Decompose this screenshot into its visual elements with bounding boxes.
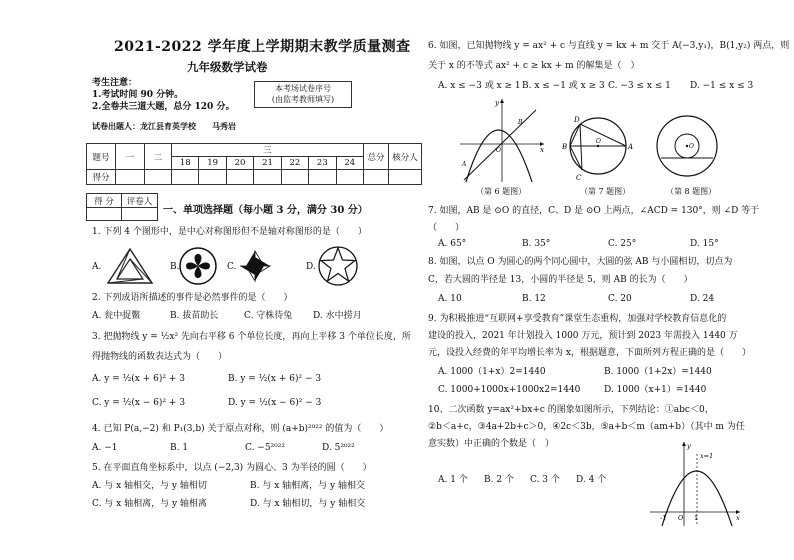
score-input-20[interactable] <box>226 170 253 185</box>
cell-section-2: 二 <box>145 144 172 170</box>
q4-opt-b[interactable]: B. 1 <box>170 443 189 453</box>
q7-opt-a[interactable]: A. 65° <box>438 239 467 249</box>
q5-opt-b[interactable]: B. 与 x 轴相离，与 y 轴相交 <box>250 481 365 491</box>
q10-opt-b[interactable]: B. 2 个 <box>484 475 514 485</box>
score-input-19[interactable] <box>199 170 226 185</box>
q4-opt-d[interactable]: D. 5²⁰²² <box>322 443 355 453</box>
cell-q23: 23 <box>309 157 336 170</box>
grader-score-input[interactable] <box>87 208 122 221</box>
exam-subtitle: 九年级数学试卷 <box>187 60 268 74</box>
q2-text: 2. 下列成语所描述的事件是必然事件的是（ ） <box>92 293 293 303</box>
q1-opt-a[interactable]: A. <box>92 262 102 272</box>
q10-text2: ②b＜a+c，③4a+2b+c＞0，④2c＜3b，⑤a+b＜m（am+b）（其中 m 为任 <box>428 422 745 432</box>
cell-q24: 24 <box>336 157 363 170</box>
fig8-concentric-circles <box>649 108 725 184</box>
cell-tihao: 题号 <box>87 144 116 170</box>
fig7-b-label: B <box>562 143 568 151</box>
q7-opt-c[interactable]: C. 25° <box>608 239 637 249</box>
fig6-o-label: O <box>496 147 501 154</box>
exam-number-line1: 本考场试卷序号 <box>275 84 331 93</box>
q9-text3: 元，设投入经费的年平均增长率为 x，根据题意，下面所列方程正确的是（ ） <box>428 348 751 358</box>
q3-opt-d[interactable]: D. y = ½(x − 6)² − 3 <box>228 398 322 408</box>
fig6-b-label: B <box>518 119 523 126</box>
fig7-circle-figure <box>560 108 636 184</box>
q1-star-figure <box>317 245 359 287</box>
q3-opt-a[interactable]: A. y = ½(x + 6)² + 3 <box>92 374 185 384</box>
q8-opt-b[interactable]: B. 12 <box>522 294 546 304</box>
q3-text2: 得抛物线的函数表达式为（ ） <box>92 352 228 362</box>
q10-opt-c[interactable]: C. 3 个 <box>530 475 560 485</box>
q7-text: 7. 如图，AB 是 ⊙O 的直径，C、D 是 ⊙O 上两点，∠ACD = 130°，则 ∠D 等于 <box>428 206 760 216</box>
score-input-21[interactable] <box>254 170 281 185</box>
score-input-24[interactable] <box>336 170 363 185</box>
q1-text: 1. 下列 4 个图形中，是中心对称图形但不是轴对称图形的是（ ） <box>92 227 367 237</box>
fig8-o-label: O <box>689 143 694 150</box>
grader-label: 评卷人 <box>122 194 158 208</box>
q10-text: 10、二次函数 y=ax²+bx+c 的图象如图所示，下列结论：①abc＜0， <box>428 405 714 415</box>
q10-opt-d[interactable]: D. 4 个 <box>576 475 607 485</box>
q6-opt-b[interactable]: B. x ≤ −1 或 x ≥ 3 <box>522 81 605 91</box>
q5-opt-c[interactable]: C. 与 x 轴相离，与 y 轴相离 <box>92 499 207 509</box>
score-table <box>86 143 422 185</box>
q7-opt-d[interactable]: D. 15° <box>690 239 719 249</box>
q8-opt-a[interactable]: A. 10 <box>438 294 462 304</box>
q2-opt-c[interactable]: C. 守株待兔 <box>244 311 293 321</box>
q1-flower-figure <box>178 246 218 286</box>
cell-q22: 22 <box>281 157 308 170</box>
fig7-a-label: A <box>628 143 634 151</box>
author-line: 试卷出题人：龙江县育英学校 马秀岩 <box>92 121 236 131</box>
section1-heading: 一、单项选择题（每小题 3 分，满分 30 分） <box>163 205 368 216</box>
cell-section-1: 一 <box>116 144 145 170</box>
fig10-parabola-graph <box>648 440 744 528</box>
fig7-d-label: D <box>574 116 580 124</box>
q4-text: 4. 已知 P(a,−2) 和 P₁(3,b) 关于原点对称，则 (a+b)²⁰²² 的值为（ ） <box>92 424 389 434</box>
fig8-caption: （第 8 题图） <box>666 187 717 196</box>
q9-opt-a[interactable]: A. 1000（1+x）2=1440 <box>438 367 546 377</box>
q2-opt-d[interactable]: D. 水中捞月 <box>313 311 362 321</box>
q6-text2: 关于 x 的不等式 ax² + c ≥ kx + m 的解集是（ ） <box>428 61 640 71</box>
score-input-checker[interactable] <box>389 170 422 185</box>
q1-pinwheel-figure <box>238 249 272 283</box>
q1-opt-b[interactable]: B. <box>170 262 180 272</box>
q10-text3: 意实数）中正确的个数是（ ） <box>428 439 555 449</box>
q7-text2: （ ） <box>428 223 465 233</box>
fig10-axis-of-symmetry-label: x=1 <box>700 452 714 460</box>
q9-opt-c[interactable]: C. 1000+1000x+1000x2=1440 <box>438 385 581 395</box>
q8-text: 8. 如图，以点 O 为圆心的两个同心圆中，大圆的弦 AB 与小圆相切，切点为 <box>428 257 733 267</box>
q4-opt-a[interactable]: A. −1 <box>92 443 118 453</box>
q8-text2: C，若大圆的半径是 13，小圆的半径是 5，则 AB 的长为（ ） <box>428 275 693 285</box>
q6-opt-d[interactable]: D. −1 ≤ x ≤ 3 <box>690 81 754 91</box>
score-input-total[interactable] <box>364 170 389 185</box>
fig7-o-label: O <box>596 138 601 145</box>
q6-opt-a[interactable]: A. x ≤ −3 或 x ≥ 1 <box>438 81 521 91</box>
exam-title: 2021-2022 学年度上学期期末教学质量测查 <box>114 39 411 55</box>
q5-opt-a[interactable]: A. 与 x 轴相交，与 y 轴相切 <box>92 481 207 491</box>
q4-opt-c[interactable]: C. −5²⁰²² <box>245 443 285 453</box>
cell-q21: 21 <box>254 157 281 170</box>
score-input-1[interactable] <box>116 170 145 185</box>
q6-text: 6. 如图，已知抛物线 y = ax² + c 与直线 y = kx + m 交于 A(−3,y₁)，B(1,y₂) 两点，则 <box>428 41 790 51</box>
cell-q19: 19 <box>199 157 226 170</box>
cell-q18: 18 <box>172 157 199 170</box>
fig6-parabola-graph <box>458 96 548 184</box>
cell-checker: 核分人 <box>389 144 422 170</box>
fig6-caption: （第 6 题图） <box>476 187 527 196</box>
q9-text2: 建设的投入，2021 年计划投入 1000 万元，预计到 2023 年需投入 1440 万 <box>428 331 738 341</box>
exam-number-line2: (由监考教师填写) <box>271 95 335 104</box>
fig7-c-label: C <box>576 174 582 182</box>
q3-text: 3. 把抛物线 y = ½x² 先向右平移 6 个单位长度，再向上平移 3 个单位长度，所 <box>92 332 411 342</box>
q9-text: 9. 为积极推进“互联网+享受教育”课堂生态重构，加强对学校教育信息化的 <box>428 314 727 324</box>
q1-triangle-figure <box>105 247 155 287</box>
q1-opt-d[interactable]: D. <box>306 262 316 272</box>
cell-total: 总分 <box>364 144 389 170</box>
q5-opt-d[interactable]: D. 与 x 轴相切，与 y 轴相交 <box>250 499 366 509</box>
notice-title: 考生注意： <box>92 78 138 88</box>
notice-1: 1.考试时间 90 分钟。 <box>92 90 184 100</box>
fig10-x-label: x <box>736 514 740 522</box>
q7-opt-b[interactable]: B. 35° <box>522 239 551 249</box>
q9-opt-d[interactable]: D. 1000（x+1）=1440 <box>604 385 707 395</box>
grader-name-input[interactable] <box>122 208 158 221</box>
q6-opt-c[interactable]: C. −3 ≤ x ≤ 1 <box>608 81 671 91</box>
fig7-caption: （第 7 题图） <box>580 187 631 196</box>
cell-q20: 20 <box>226 157 253 170</box>
q2-opt-b[interactable]: B. 拔苗助长 <box>170 311 219 321</box>
exam-number-box <box>254 81 352 108</box>
q3-opt-b[interactable]: B. y = ½(x + 6)² − 3 <box>228 374 322 384</box>
q2-opt-a[interactable]: A. 瓮中捉鳖 <box>92 311 141 321</box>
cell-section-3: 三 <box>172 144 364 157</box>
grader-score-label: 得 分 <box>87 194 122 208</box>
q10-opt-a[interactable]: A. 1 个 <box>438 475 468 485</box>
fig10-minus-one-label: -1 <box>660 514 667 522</box>
q9-opt-b[interactable]: B. 1000（1+2x）=1440 <box>604 367 712 377</box>
q8-opt-c[interactable]: C. 20 <box>608 294 632 304</box>
fig10-one-label: 1 <box>694 514 699 522</box>
notice-2: 2.全卷共三道大题，总分 120 分。 <box>92 102 235 112</box>
fig10-o-label: O <box>678 514 684 522</box>
q1-opt-c[interactable]: C. <box>227 262 237 272</box>
fig6-x-label: x <box>540 146 544 154</box>
fig6-a-label: A <box>462 161 467 168</box>
q3-opt-c[interactable]: C. y = ½(x − 6)² + 3 <box>92 398 186 408</box>
grader-box <box>86 193 158 221</box>
fig6-y-label: y <box>495 99 499 107</box>
score-input-22[interactable] <box>281 170 308 185</box>
q5-text: 5. 在平面直角坐标系中，以点 (−2,3) 为圆心、3 为半径的圆（ ） <box>92 463 372 473</box>
score-input-18[interactable] <box>172 170 199 185</box>
score-input-23[interactable] <box>309 170 336 185</box>
score-input-2[interactable] <box>145 170 172 185</box>
q8-opt-d[interactable]: D. 24 <box>690 294 715 304</box>
cell-score-label: 得分 <box>87 170 116 185</box>
fig10-y-label: y <box>687 442 691 450</box>
